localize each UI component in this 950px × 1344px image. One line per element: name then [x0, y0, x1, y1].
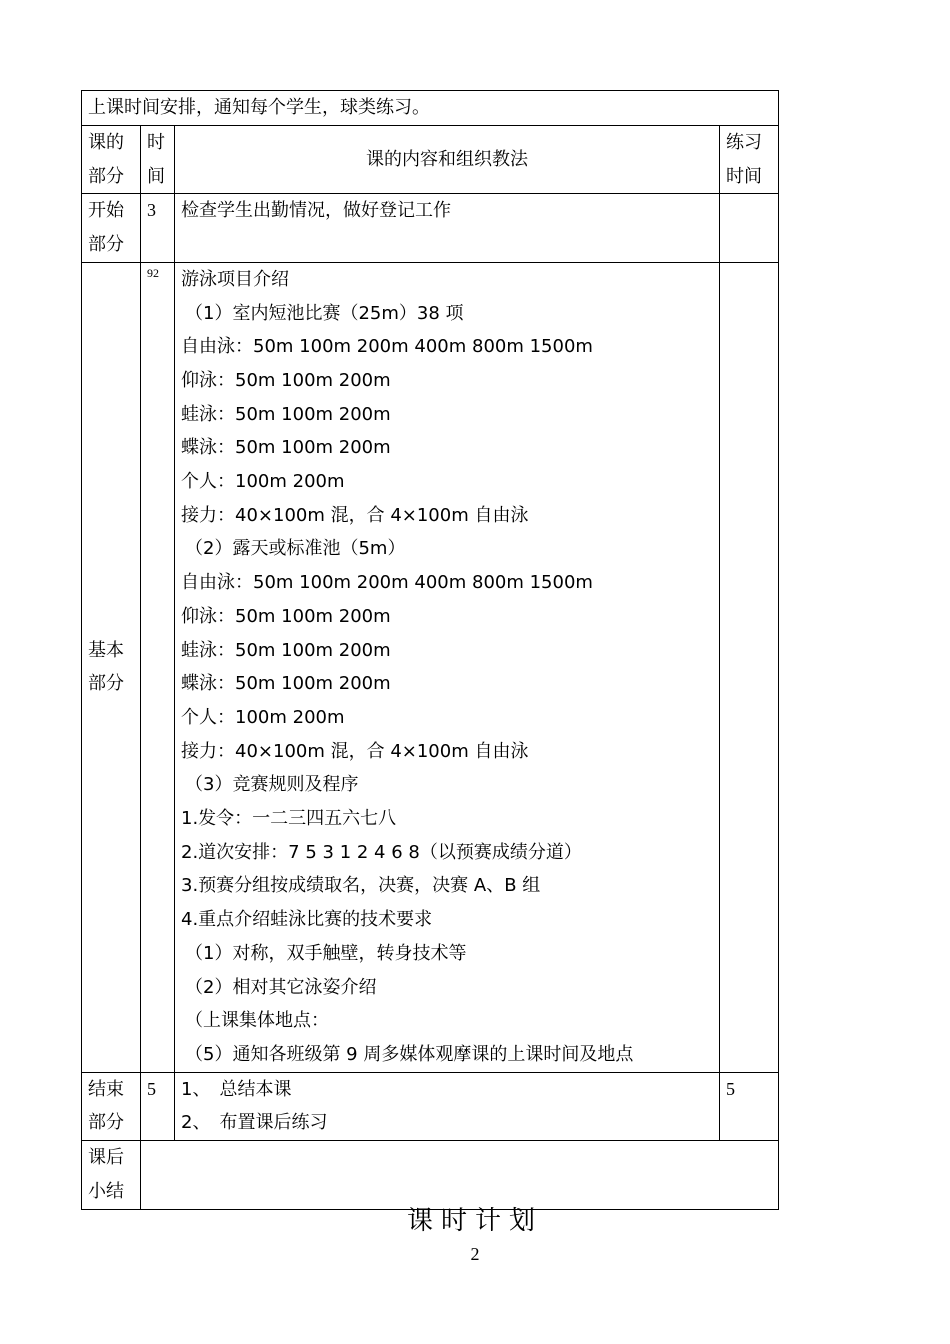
- basic-content-line: （2）相对其它泳姿介绍: [185, 976, 377, 998]
- start-time: 3: [141, 194, 175, 262]
- header-practice-line1: 练习: [726, 132, 762, 153]
- header-section-line1: 课的: [88, 132, 124, 153]
- basic-label-line1: 基本: [88, 639, 124, 661]
- start-label-line1: 开始: [88, 200, 124, 222]
- top-note: 上课时间安排，通知每个学生，球类练习。: [82, 91, 779, 126]
- basic-content-line: 游泳项目介绍: [181, 268, 289, 290]
- end-item: 1、 总结本课: [181, 1078, 292, 1100]
- basic-content-line: 自由泳：50m 100m 200m 400m 800m 1500m: [181, 572, 593, 594]
- end-content: [175, 1072, 720, 1140]
- basic-time-value: 92: [147, 265, 159, 280]
- basic-practice: [720, 262, 779, 1072]
- start-label: [82, 194, 141, 262]
- basic-content-lines: [181, 263, 713, 1072]
- basic-label: [82, 262, 141, 1072]
- basic-content-line: 个人：100m 200m: [181, 471, 345, 493]
- start-label-line2: 部分: [88, 234, 124, 256]
- basic-content-line: 3.预赛分组按成绩取名，决赛，决赛 A、B 组: [181, 875, 541, 897]
- basic-content-line: （3）竞赛规则及程序: [185, 774, 359, 796]
- basic-content-line: （1）室内短池比赛（25m）38 项: [185, 302, 464, 324]
- end-label: [82, 1072, 141, 1140]
- end-item: 2、 布置课后练习: [181, 1112, 328, 1134]
- summary-label: [82, 1141, 141, 1209]
- start-practice: [720, 194, 779, 262]
- header-time-line2: 间: [147, 165, 165, 187]
- basic-content-line: （1）对称，双手触壁，转身技术等: [185, 942, 467, 964]
- summary-row: [82, 1141, 779, 1209]
- basic-content-line: 自由泳：50m 100m 200m 400m 800m 1500m: [181, 336, 593, 358]
- basic-label-line2: 部分: [88, 673, 124, 695]
- header-time-line1: 时: [147, 132, 165, 153]
- header-time: [141, 126, 175, 194]
- summary-label-line2: 小结: [88, 1180, 124, 1202]
- header-row: [82, 126, 779, 194]
- start-row: [82, 194, 779, 262]
- basic-content-line: 接力：40×100m 混，合 4×100m 自由泳: [181, 504, 529, 526]
- header-section: [82, 126, 141, 194]
- basic-content: [175, 262, 720, 1072]
- header-practice-line2: 时间: [726, 165, 762, 187]
- header-section-line2: 部分: [88, 165, 124, 187]
- end-label-line1: 结束: [88, 1078, 124, 1100]
- basic-content-line: （上课集体地点：: [185, 1010, 329, 1032]
- header-content: 课的内容和组织教法: [175, 126, 720, 194]
- summary-label-line1: 课后: [88, 1147, 124, 1169]
- basic-row: [82, 262, 779, 1072]
- basic-content-line: 蝶泳：50m 100m 200m: [181, 673, 391, 695]
- summary-content: [141, 1141, 779, 1209]
- basic-content-line: 2.道次安排：7 5 3 1 2 4 6 8（以预赛成绩分道）: [181, 841, 582, 863]
- basic-content-line: 仰泳：50m 100m 200m: [181, 605, 391, 627]
- basic-content-line: 蛙泳：50m 100m 200m: [181, 639, 391, 661]
- end-label-line2: 部分: [88, 1112, 124, 1134]
- basic-content-line: 4.重点介绍蛙泳比赛的技术要求: [181, 909, 433, 931]
- start-content: 检查学生出勤情况，做好登记工作: [175, 194, 720, 262]
- basic-content-line: 接力：40×100m 混，合 4×100m 自由泳: [181, 740, 529, 762]
- end-row: [82, 1072, 779, 1140]
- basic-content-line: 蝶泳：50m 100m 200m: [181, 437, 391, 459]
- plan-title: 课时计划: [406, 1206, 543, 1236]
- top-note-row: [82, 91, 779, 126]
- basic-content-line: 个人：100m 200m: [181, 706, 345, 728]
- lesson-plan-table: [81, 90, 779, 1210]
- basic-content-line: （2）露天或标准池（5m）: [185, 538, 406, 560]
- basic-time: [141, 262, 175, 1072]
- end-practice: 5: [720, 1072, 779, 1140]
- page-number: 2: [470, 1244, 480, 1264]
- end-time: 5: [141, 1072, 175, 1140]
- basic-content-line: 蛙泳：50m 100m 200m: [181, 403, 391, 425]
- basic-content-line: 1.发令：一二三四五六七八: [181, 808, 397, 830]
- header-practice: [720, 126, 779, 194]
- basic-content-line: 仰泳：50m 100m 200m: [181, 369, 391, 391]
- basic-content-line: （5）通知各班级第 9 周多媒体观摩课的上课时间及地点: [185, 1043, 634, 1065]
